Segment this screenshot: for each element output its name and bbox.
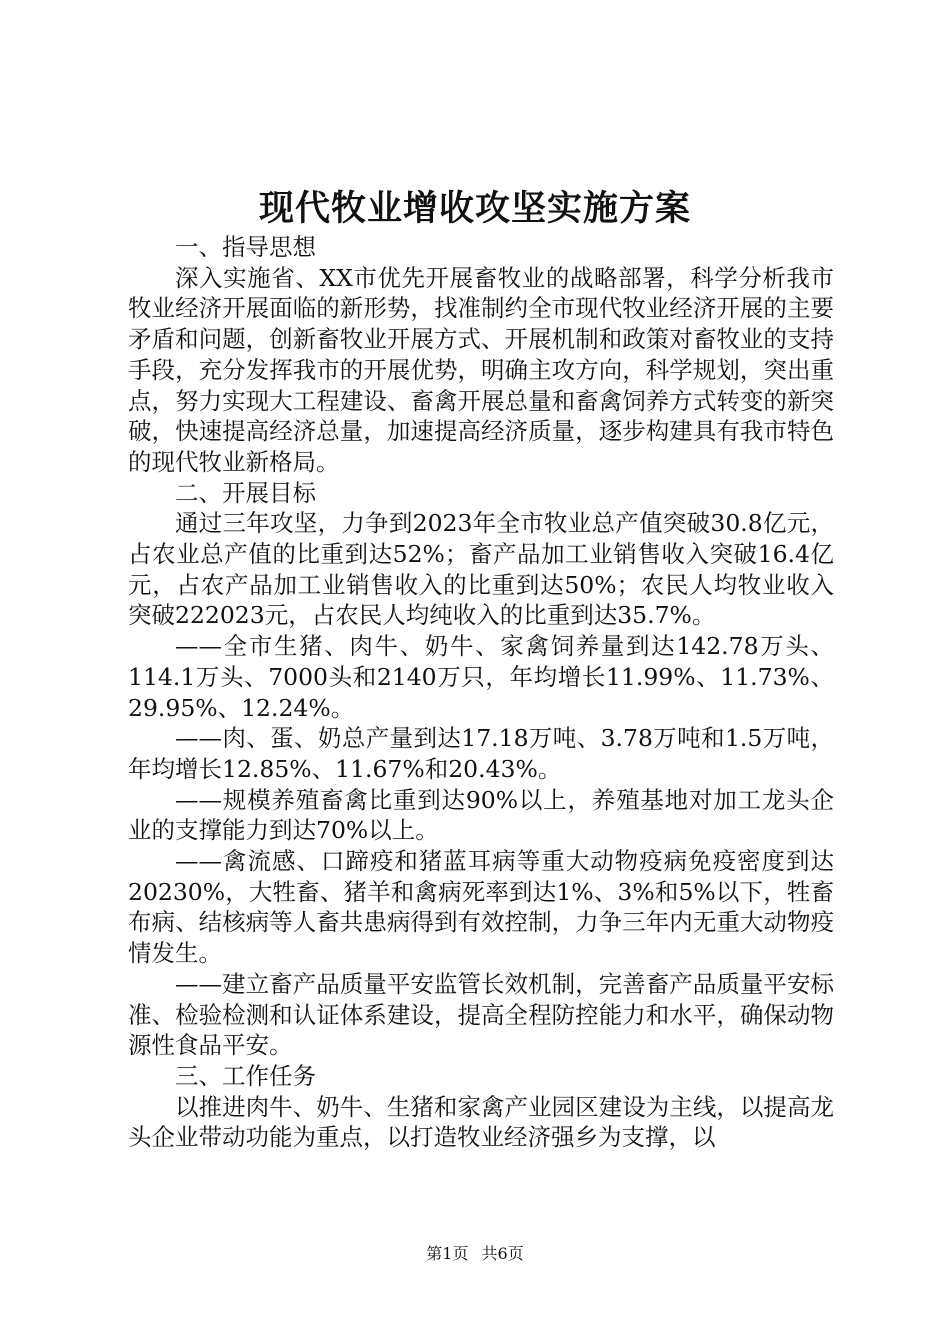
paragraph-work-tasks: 以推进肉牛、奶牛、生猪和家禽产业园区建设为主线，以提高龙头企业带动功能为重点，以打造牧业经济强乡为支撑，以 <box>128 1092 834 1152</box>
document-title: 现代牧业增收攻坚实施方案 <box>258 188 691 229</box>
page-footer <box>0 1242 950 1266</box>
page-number: 第1页 <box>426 1244 469 1263</box>
paragraph-goal-livestock-volume: ——全市生猪、肉牛、奶牛、家禽饲养量到达142.78万头、114.1万头、7000头和2140万只，年均增长11.99%、11.73%、29.95%、12.24%。 <box>128 632 834 722</box>
paragraph-goal-scale-farming: ——规模养殖畜禽比重到达90%以上，养殖基地对加工龙头企业的支撑能力到达70%以上。 <box>128 785 834 845</box>
paragraph-goals-overview: 通过三年攻坚，力争到2023年全市牧业总产值突破30.8亿元，占农业总产值的比重到达52%；畜产品加工业销售收入突破16.4亿元，占农产品加工业销售收入的比重到达50%；农民人均牧业收入突破222023元，占农民人均纯收入的比重到达35.7%。 <box>128 509 834 630</box>
paragraph-goal-quality-safety: ——建立畜产品质量平安监管长效机制，完善畜产品质量平安标准、检验检测和认证体系建设，提高全程防控能力和水平，确保动物源性食品平安。 <box>128 969 834 1060</box>
paragraph-goal-disease-control: ——禽流感、口蹄疫和猪蓝耳病等重大动物疫病免疫密度到达20230%，大牲畜、猪羊和禽病死率到达1%、3%和5%以下，牲畜布病、结核病等人畜共患病得到有效控制，力争三年内无重大动物疫情发生。 <box>128 847 834 968</box>
paragraph-goal-output: ——肉、蛋、奶总产量到达17.18万吨、3.78万吨和1.5万吨，年均增长12.85%、11.67%和20.43%。 <box>128 724 834 783</box>
section-heading-guiding-thought: 一、指导思想 <box>175 233 316 261</box>
section-heading-development-goals: 二、开展目标 <box>175 478 316 507</box>
paragraph-guiding-thought: 深入实施省、XX市优先开展畜牧业的战略部署，科学分析我市牧业经济开展面临的新形势，找准制约全市现代牧业经济开展的主要矛盾和问题，创新畜牧业开展方式、开展机制和政策对畜牧业的支持手段，充分发挥我市的开展优势，明确主攻方向，科学规划，突出重点，努力实现大工程建设、畜禽开展总量和畜禽饲养方式转变的新突破，快速提高经济总量，加速提高经济质量，逐步构建具有我市特色的现代牧业新格局。 <box>128 263 834 476</box>
section-heading-work-tasks: 三、工作任务 <box>175 1061 316 1090</box>
page-total: 共6页 <box>481 1244 524 1263</box>
document-body <box>128 232 834 1153</box>
